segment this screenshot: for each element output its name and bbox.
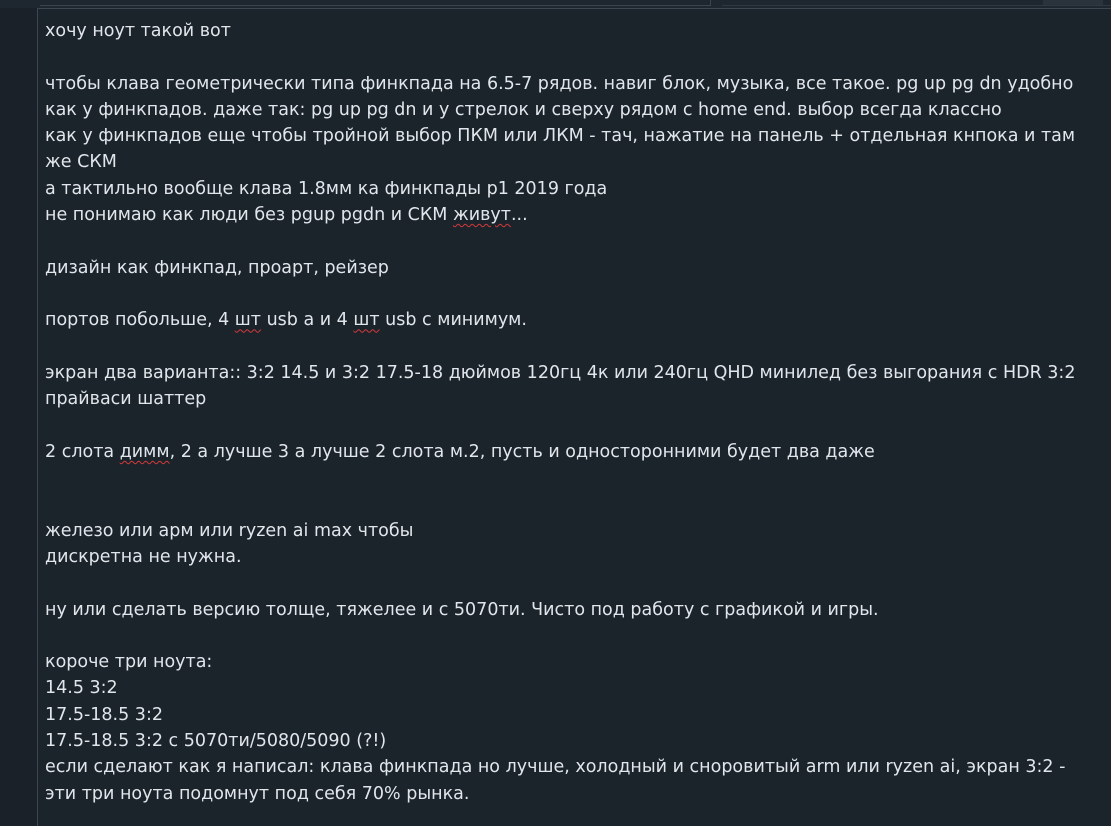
- text-segment: 17.5-18.5 3:2: [45, 704, 163, 725]
- misspelled-word[interactable]: живут: [452, 205, 511, 226]
- top-toolbar-strip: [0, 0, 1111, 8]
- text-line: [45, 649, 1105, 675]
- top-tab-right: [722, 0, 1111, 6]
- text-segment: короче три ноута:: [45, 652, 213, 673]
- text-line: [45, 71, 1105, 97]
- text-segment: же СКМ: [45, 152, 117, 173]
- text-line: [45, 675, 1105, 701]
- text-segment: хочу ноут такой вот: [45, 21, 231, 41]
- empty-line: [45, 334, 1105, 360]
- misspelled-word[interactable]: шт: [353, 310, 380, 331]
- text-line: [45, 255, 1105, 281]
- text-segment: железо или арм или ryzen ai max чтобы: [45, 520, 414, 541]
- text-line: [45, 544, 1105, 570]
- empty-line: [45, 491, 1105, 517]
- text-line: [45, 518, 1105, 544]
- text-segment: не понимаю как люди без pgup pgdn и СКМ: [45, 205, 453, 226]
- text-segment: как у финкпадов. даже так: pg up pg dn и у стрелок и сверху рядом с home end. выбор всегда классно: [45, 99, 1002, 120]
- text-segment: если сделают как я написал: клава финкпада но лучше, холодный и сноровитый arm или ryzen ai, экран 3:2 -: [45, 757, 1066, 778]
- text-segment: ну или сделать версию толще, тяжелее и с 5070ти. Чисто под работу с графикой и игры.: [45, 599, 879, 620]
- text-line: [45, 123, 1105, 149]
- top-tab[interactable]: [40, 0, 711, 6]
- text-line: [45, 781, 1105, 807]
- text-segment: эти три ноута подомнут под себя 70% рынка.: [45, 783, 470, 804]
- empty-line: [45, 623, 1105, 649]
- text-segment: прайваси шаттер: [45, 389, 207, 410]
- text-segment: , 2 а лучше 3 а лучше 2 слота м.2, пусть и односторонними будет два даже: [169, 441, 875, 462]
- text-line: [45, 754, 1105, 780]
- text-segment: как у финкпадов еще чтобы тройной выбор ПКМ или ЛКМ - тач, нажатие на панель + отдельная кнпока и там: [45, 126, 1076, 147]
- text-segment: 2 слота: [45, 441, 120, 462]
- text-line: [45, 18, 1105, 44]
- misspelled-word[interactable]: шт: [234, 310, 262, 331]
- text-segment: usb а и 4: [261, 310, 354, 331]
- text-line: [45, 97, 1105, 123]
- text-line: [45, 702, 1105, 728]
- text-segment: дизайн как финкпад, проарт, рейзер: [45, 257, 389, 278]
- text-segment: экран два варианта:: 3:2 14.5 и 3:2 17.5-18 дюймов 120гц 4к или 240гц QHD минилед без выгорания с HDR 3:2: [45, 362, 1076, 383]
- empty-line: [45, 412, 1105, 438]
- empty-line: [45, 281, 1105, 307]
- misspelled-word[interactable]: димм: [119, 441, 170, 462]
- text-line: [45, 176, 1105, 202]
- text-segment: дискретна не нужна.: [45, 546, 242, 567]
- empty-line: [45, 465, 1105, 491]
- text-segment: 14.5 3:2: [45, 678, 118, 699]
- text-line: [45, 439, 1105, 465]
- text-line: [45, 597, 1105, 623]
- text-line: [45, 149, 1105, 175]
- empty-line: [45, 44, 1105, 70]
- text-line: [45, 386, 1105, 412]
- text-line: [45, 307, 1105, 333]
- text-line: [45, 202, 1105, 228]
- text-line: [45, 360, 1105, 386]
- text-segment: ...: [510, 205, 528, 226]
- text-segment: usb с минимум.: [379, 310, 527, 331]
- top-button[interactable]: [1043, 0, 1103, 5]
- note-text-area[interactable]: [45, 18, 1105, 807]
- note-editor[interactable]: [37, 8, 1111, 826]
- text-line: [45, 728, 1105, 754]
- text-segment: портов побольше, 4: [45, 310, 235, 331]
- empty-line: [45, 228, 1105, 254]
- text-segment: чтобы клава геометрически типа финкпада на 6.5-7 рядов. навиг блок, музыка, все такое. pg up pg dn удобно: [45, 73, 1074, 94]
- text-segment: 17.5-18.5 3:2 с 5070ти/5080/5090 (?!): [45, 731, 387, 752]
- text-segment: а тактильно вообще клава 1.8мм ка финкпады р1 2019 года: [45, 178, 608, 199]
- empty-line: [45, 570, 1105, 596]
